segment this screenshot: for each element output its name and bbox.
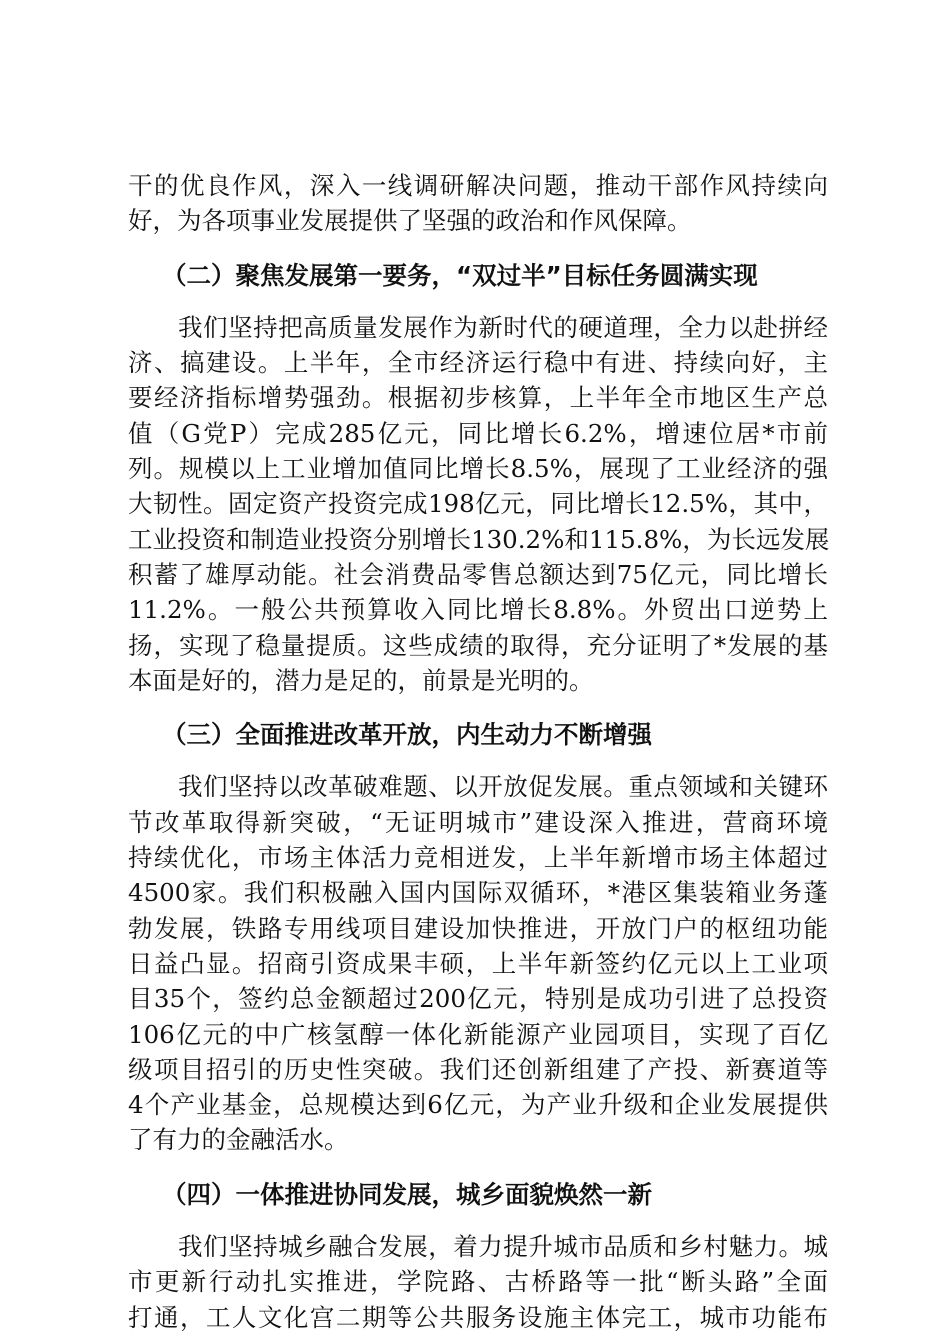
text-line: 市更新行动扎实推进，学院路、古桥路等一批“断头路”全面 [128, 1267, 828, 1297]
text-line: 日益凸显。招商引资成果丰硕，上半年新签约亿元以上工业项 [128, 948, 828, 978]
spacer [128, 698, 828, 717]
text-line: 持续优化，市场主体活力竞相迸发，上半年新增市场主体超过 [128, 843, 828, 873]
spacer [128, 1212, 828, 1229]
text-line: 济、搞建设。上半年，全市经济运行稳中有进、持续向好，主 [128, 348, 828, 378]
text-line: 勃发展，铁路专用线项目建设加快推进，开放门户的枢纽功能 [128, 913, 828, 943]
text-line: 我们坚持城乡融合发展，着力提升城市品质和乡村魅力。城 [128, 1232, 828, 1262]
text-line: 我们坚持把高质量发展作为新时代的硬道理，全力以赴拼经 [128, 312, 828, 342]
text-line: 11.2%。一般公共预算收入同比增长8.8%。外贸出口逆势上 [128, 595, 828, 625]
text-line: 我们坚持以改革破难题、以开放促发展。重点领域和关键环 [128, 772, 828, 802]
section-heading: （四）一体推进协同发展，城乡面貌焕然一新 [162, 1179, 652, 1209]
text-line: 目35个，签约总金额超过200亿元，特别是成功引进了总投资 [128, 984, 828, 1014]
text-line: 值（G党P）完成285亿元，同比增长6.2%，增速位居*市前 [128, 418, 828, 448]
text-line: 列。规模以上工业增加值同比增长8.5%，展现了工业经济的强 [128, 454, 828, 484]
spacer [128, 752, 828, 769]
body-paragraph [128, 310, 828, 698]
body-paragraph [128, 168, 828, 239]
text-line: 级项目招引的历史性突破。我们还创新组建了产投、新赛道等 [128, 1054, 828, 1084]
spacer [128, 1158, 828, 1177]
body-paragraph [128, 769, 828, 1157]
body-paragraph [128, 1229, 828, 1335]
text-line: 大韧性。固定资产投资完成198亿元，同比增长12.5%，其中， [128, 489, 828, 519]
text-line: 打通，工人文化宫二期等公共服务设施主体完工，城市功能布 [128, 1302, 828, 1332]
text-line: 4个产业基金，总规模达到6亿元，为产业升级和企业发展提供 [128, 1090, 828, 1120]
text-line: 4500家。我们积极融入国内国际双循环，*港区集装箱业务蓬 [128, 878, 828, 908]
text-line: 本面是好的，潜力是足的，前景是光明的。 [128, 665, 594, 695]
spacer [128, 239, 828, 258]
section-heading: （三）全面推进改革开放，内生动力不断增强 [162, 720, 652, 750]
text-line: 扬，实现了稳量提质。这些成绩的取得，充分证明了*发展的基 [128, 630, 828, 660]
section-heading: （二）聚焦发展第一要务，“双过半”目标任务圆满实现 [162, 260, 758, 290]
text-line: 节改革取得新突破，“无证明城市”建设深入推进，营商环境 [128, 807, 828, 837]
text-line: 106亿元的中广核氢醇一体化新能源产业园项目，实现了百亿 [128, 1019, 828, 1049]
text-line: 干的优良作风，深入一线调研解决问题，推动干部作风持续向 [128, 171, 828, 200]
spacer [128, 293, 828, 310]
text-line: 积蓄了雄厚动能。社会消费品零售总额达到75亿元，同比增长 [128, 559, 828, 589]
text-line: 了有力的金融活水。 [128, 1125, 349, 1155]
document-page [128, 168, 828, 1335]
text-line: 要经济指标增势强劲。根据初步核算，上半年全市地区生产总 [128, 383, 828, 413]
text-line: 工业投资和制造业投资分别增长130.2%和115.8%，为长远发展 [128, 524, 830, 554]
text-line: 好，为各项事业发展提供了坚强的政治和作风保障。 [128, 206, 692, 236]
